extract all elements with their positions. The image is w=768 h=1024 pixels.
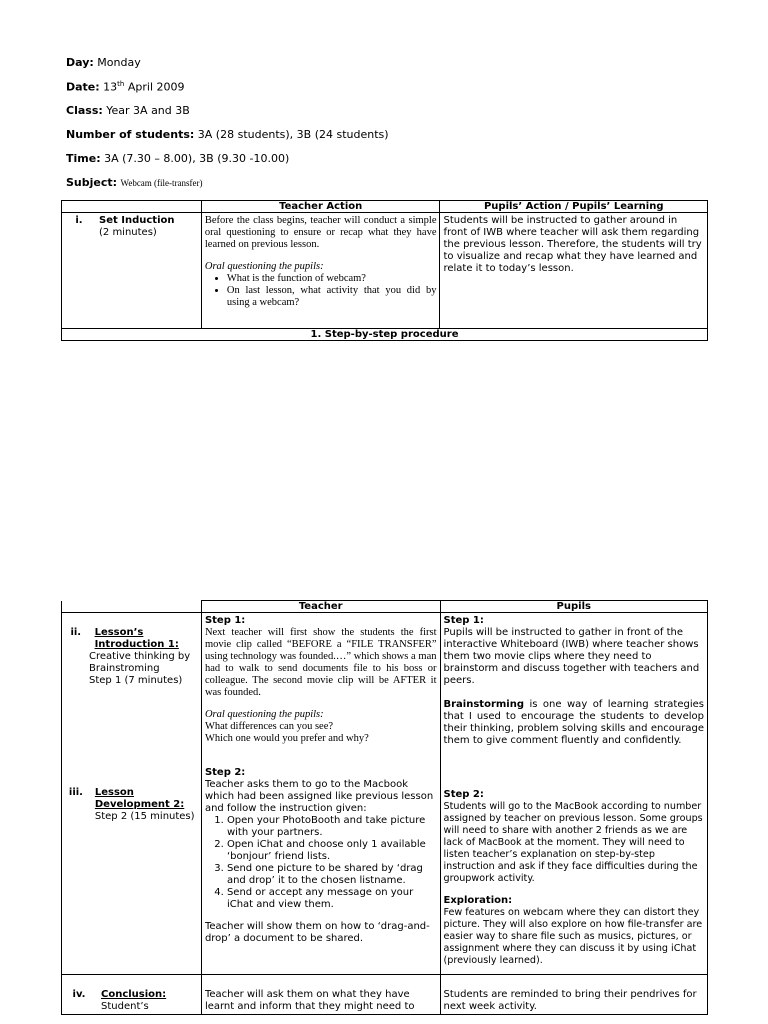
question-item: • On last lesson, what activity that you did by using a webcam? <box>227 285 437 309</box>
conclusion-cell: iv. Conclusion: Student’s <box>62 975 202 1015</box>
instruction-item: 4. Send or accept any message on your iChat and view them. <box>227 887 437 911</box>
step-procedure-heading: 1. Step-by-step procedure <box>62 329 708 341</box>
teacher-steps: Step 1: Next teacher will first show the students the first movie clip called “BEFORE a “FILE TRANSFER” using technology was founded.…” which shows a man had to walk to send documents file to his boss or colleague. The second movie clip will be AFTER it was founded. Oral questioning the pupils: What differences can you see? Which one would you prefer and why? Step 2: Teacher asks them to go to the Macbook which had been assigned like previous lesson and follow the instruction given: 1. Open your PhotoBooth and take picture with your partners. 2. Open iChat and choose only 1 available ‘bonjour’ friend lists. 3. Send one picture to be shared by ‘drag and drop’ it to the chosen listname. 4. Send or accept any message on your iChat and view them. Teacher will show them on how to ‘drag-and-drop’ a document to be shared. <box>201 613 440 975</box>
set-induction-pupils: Students will be instructed to gather around in front of IWB where teacher will ask them regarding the previous lesson. Therefore, the students will try to visualize and recap what they have learned and relate it to today’s lesson. <box>440 213 708 329</box>
header-teacher-action: Teacher Action <box>201 201 440 213</box>
lesson-table-2 <box>61 600 708 1015</box>
time-line: Time: 3A (7.30 – 8.00), 3B (9.30 -10.00) <box>66 152 290 165</box>
instruction-item: 2. Open iChat and choose only 1 available ‘bonjour’ friend lists. <box>227 839 437 863</box>
instruction-item: 3. Send one picture to be shared by ‘drag and drop’ it to the chosen listname. <box>227 863 437 887</box>
lesson-table-1 <box>61 200 708 341</box>
set-induction-cell: i. Set Induction (2 minutes) <box>62 213 202 329</box>
header-empty <box>62 201 202 213</box>
date-line: Date: 13th April 2009 <box>66 80 185 94</box>
induction-questions <box>205 273 437 309</box>
conclusion-pupils: Students are reminded to bring their pendrives for next week activity. <box>440 975 708 1015</box>
class-line: Class: Year 3A and 3B <box>66 104 190 117</box>
day-line: Day: Monday <box>66 56 141 69</box>
header-empty-2 <box>62 601 202 613</box>
header-pupils: Pupils <box>440 601 708 613</box>
header-pupils-action: Pupils’ Action / Pupils’ Learning <box>440 201 708 213</box>
instruction-item: 1. Open your PhotoBooth and take picture with your partners. <box>227 815 437 839</box>
lesson-development: iii. Lesson Development 2: Step 2 (15 minutes) <box>68 787 195 822</box>
instruction-list <box>205 815 437 911</box>
subject-line: Subject: Webcam (file-transfer) <box>66 176 203 189</box>
header-teacher: Teacher <box>201 601 440 613</box>
students-line: Number of students: 3A (28 students), 3B (24 students) <box>66 128 389 141</box>
steps-cell: ii. Lesson’s Introduction 1: Creative thinking by Brainstroming Step 1 (7 minutes) iii. Lesson Development 2: Step 2 (15 minutes) <box>62 613 202 975</box>
pupils-steps: Step 1: Pupils will be instructed to gather in front of the interactive Whiteboard (IWB) where teacher shows them two movie clips where they need to brainstorm and discuss together with teachers and peers. Brainstorming is one way of learning strategies that I used to encourage the students to develop their thinking, problem solving skills and encourage them to give comment fluently and confidently. Step 2: Students will go to the MacBook according to number assigned by teacher on previous lesson. Some groups will need to share with another 2 friends as we are lack of MacBook at the moment. They will need to listen teacher’s explanation on step-by-step instruction and ask if they face difficulties during the groupwork activity. Exploration: Few features on webcam where they can distort they picture. They will also explore on how file-transfer are easier way to share file such as musics, pictures, or assignment where they can discuss it by using iChat (previously learned). <box>440 613 708 975</box>
lesson-intro: ii. Lesson’s Introduction 1: <box>70 627 179 650</box>
conclusion-teacher: Teacher will ask them on what they have learnt and inform that they might need to <box>201 975 440 1015</box>
question-item: • What is the function of webcam? <box>227 273 437 285</box>
set-induction-teacher: Before the class begins, teacher will conduct a simple oral questioning to ensure or recap what they have learned on previous lesson. Oral questioning the pupils: • What is the function of webcam? • On last lesson, what activity that you did by using a webcam? <box>201 213 440 329</box>
